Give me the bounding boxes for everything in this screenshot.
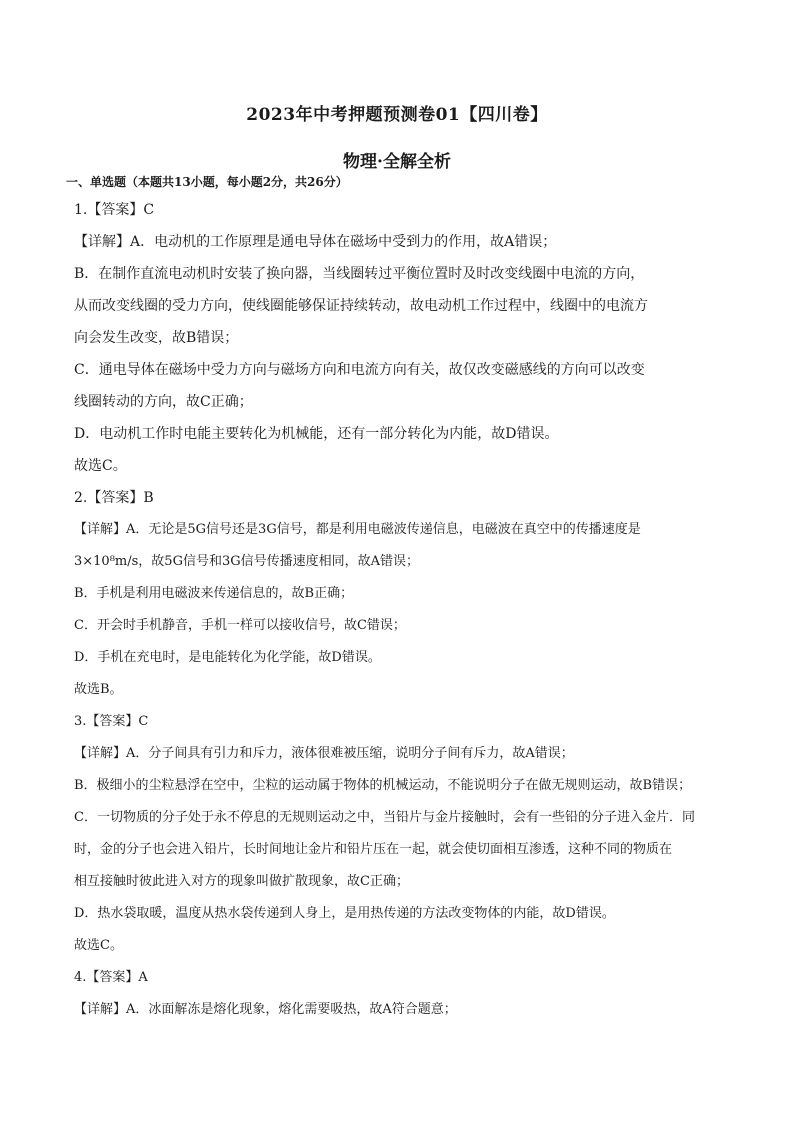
- document-body: [74, 194, 734, 1026]
- document-title: 2023年中考押题预测卷01【四川卷】: [246, 105, 548, 125]
- explanation-line: C．通电导体在磁场中受力方向与磁场方向和电流方向有关，故仅改变磁感线的方向可以改变: [74, 362, 645, 378]
- explanation-line: 时，金的分子也会进入铅片，长时间地让金片和铅片压在一起，就会使切面相互渗透，这种不同的物质在: [74, 842, 673, 857]
- explanation-line: C．一切物质的分子处于永不停息的无规则运动之中，当铅片与金片接触时，会有一些铅的分子进入金片．同: [74, 810, 695, 825]
- explanation-line: 【详解】A．无论是5G信号还是3G信号，都是利用电磁波传递信息，电磁波在真空中的传播速度是: [74, 522, 641, 537]
- explanation-line: 相互接触时彼此进入对方的现象叫做扩散现象，故C正确；: [74, 874, 409, 889]
- conclusion-line: 故选C。: [74, 938, 123, 953]
- explanation-line: 从而改变线圈的受力方向，使线圈能够保证持续转动，故电动机工作过程中，线圈中的电流方: [74, 298, 648, 314]
- explanation-line: 【详解】A．冰面解冻是熔化现象，熔化需要吸热，故A符合题意；: [74, 1002, 457, 1017]
- document-subtitle: 物理·全解全析: [343, 152, 451, 172]
- explanation-line: D．热水袋取暖，温度从热水袋传递到人身上，是用热传递的方法改变物体的内能，故D错误。: [74, 906, 615, 921]
- conclusion-line: 故选B。: [74, 682, 123, 697]
- explanation-line: 【详解】A．电动机的工作原理是通电导体在磁场中受到力的作用，故A错误；: [74, 234, 557, 250]
- explanation-line: D．手机在充电时，是电能转化为化学能，故D错误。: [74, 650, 381, 665]
- explanation-line: 线圈转动的方向，故C正确；: [74, 394, 253, 410]
- explanation-line: B．手机是利用电磁波来传递信息的，故B正确；: [74, 586, 354, 601]
- answer-line: 3.【答案】C: [74, 714, 149, 729]
- explanation-line: B．在制作直流电动机时安装了换向器，当线圈转过平衡位置时及时改变线圈中电流的方向，: [74, 266, 645, 282]
- explanation-line: D．电动机工作时电能主要转化为机械能，还有一部分转化为内能，故D错误。: [74, 426, 559, 442]
- answer-line: 2.【答案】B: [74, 490, 154, 506]
- explanation-line: C．开会时手机静音，手机一样可以接收信号，故C错误；: [74, 618, 406, 633]
- conclusion-line: 故选C。: [74, 458, 127, 474]
- answer-line: 4.【答案】A: [74, 970, 148, 985]
- explanation-line: 向会发生改变，故B错误；: [74, 330, 239, 346]
- answer-line: 1.【答案】C: [74, 202, 155, 218]
- section-heading: 一、单选题（本题共13小题，每小题2分，共26分）: [66, 175, 348, 189]
- explanation-line: 3×10⁸m/s，故5G信号和3G信号传播速度相同，故A错误；: [74, 554, 419, 569]
- explanation-line: 【详解】A．分子间具有引力和斥力，液体很难被压缩，说明分子间有斥力，故A错误；: [74, 746, 574, 761]
- explanation-line: B．极细小的尘粒悬浮在空中，尘粒的运动属于物体的机械运动，不能说明分子在做无规则运动，故B错误；: [74, 778, 692, 793]
